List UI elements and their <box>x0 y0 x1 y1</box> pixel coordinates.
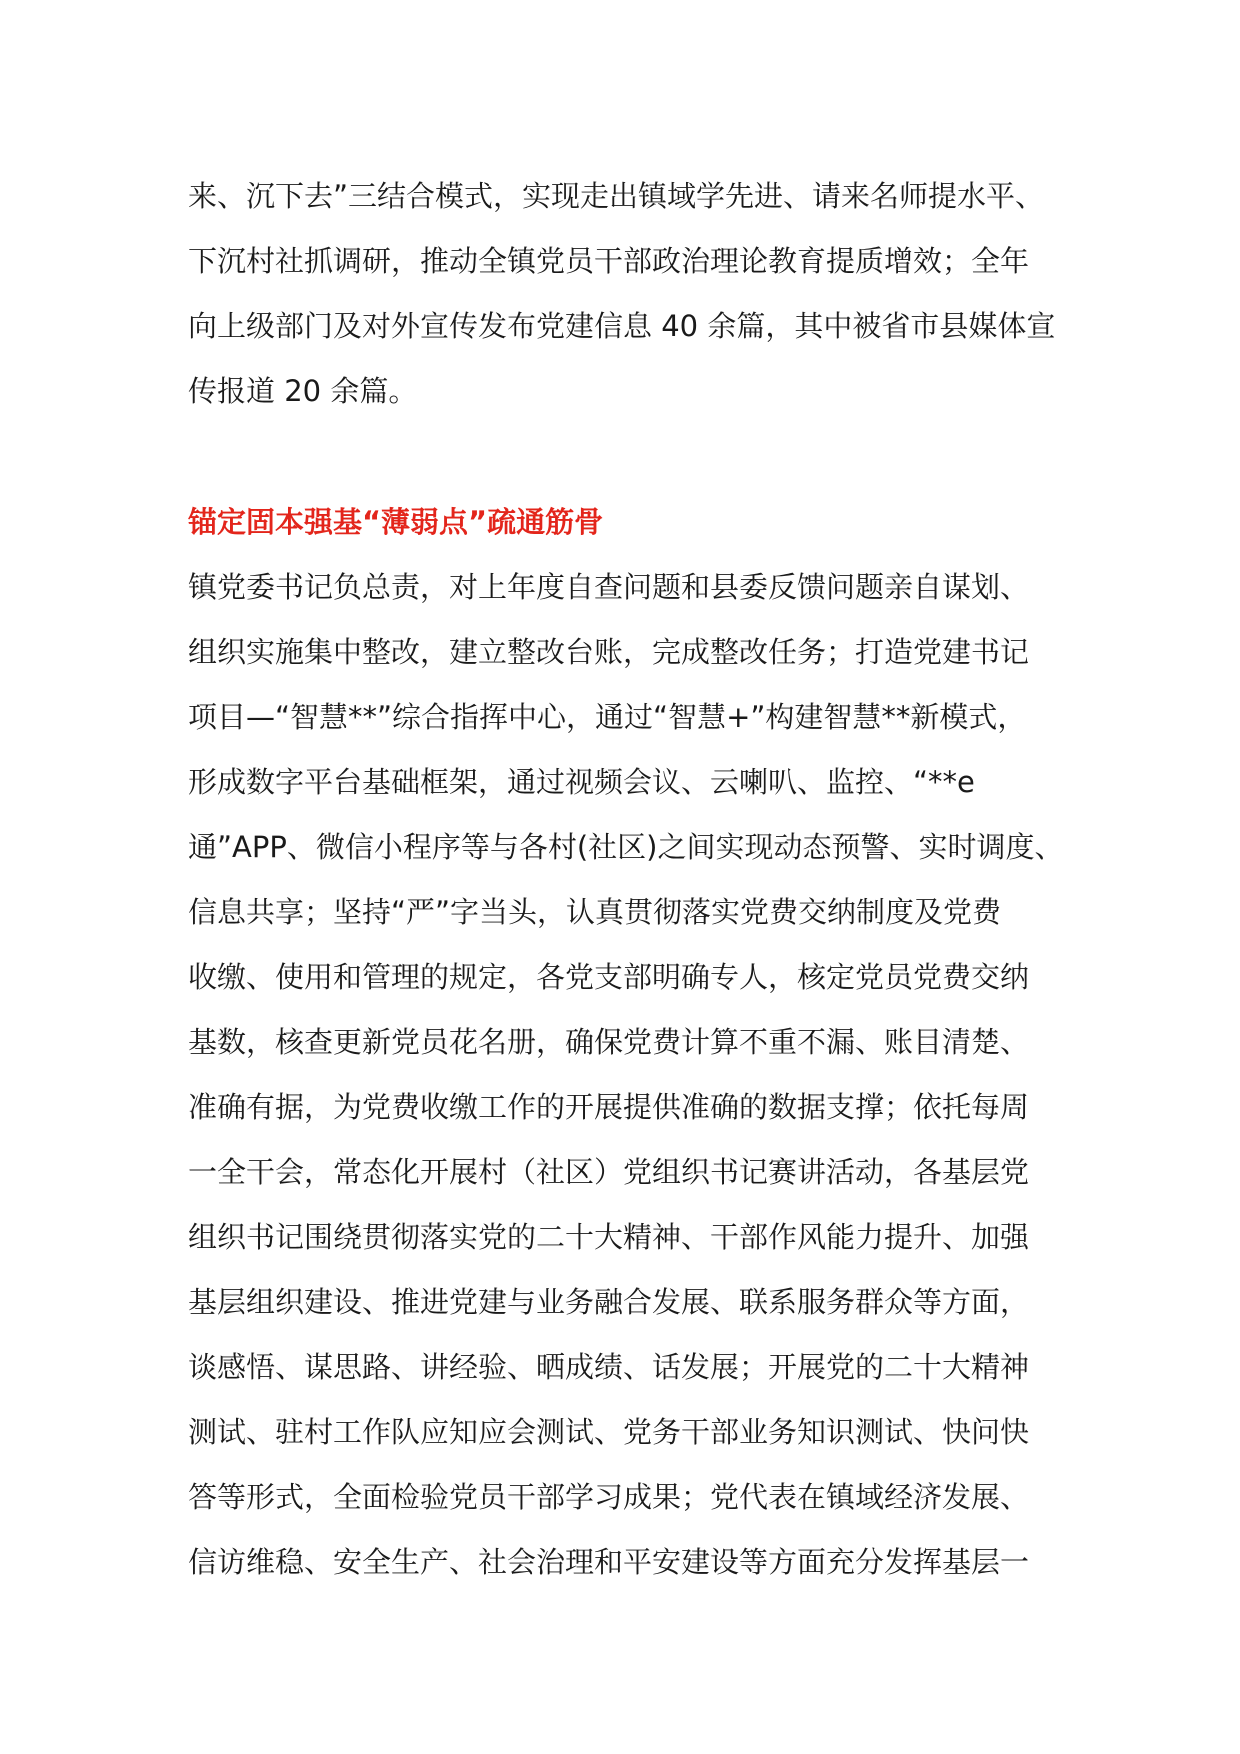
paragraph-line: 准确有据，为党费收缴工作的开展提供准确的数据支撑；依托每周 <box>188 1090 1030 1124</box>
paragraph-line: 组织实施集中整改，建立整改台账，完成整改任务；打造党建书记 <box>188 635 1030 669</box>
paragraph-line: 基层组织建设、推进党建与业务融合发展、联系服务群众等方面， <box>188 1285 1030 1319</box>
paragraph-line: 传报道 20 余篇。 <box>188 374 418 408</box>
paragraph-line: 来、沉下去”三结合模式，实现走出镇域学先进、请来名师提水平、 <box>188 179 1045 213</box>
paragraph-line: 通”APP、微信小程序等与各村(社区)之间实现动态预警、实时调度、 <box>188 830 1064 864</box>
paragraph-line: 下沉村社抓调研，推动全镇党员干部政治理论教育提质增效；全年 <box>188 244 1030 278</box>
paragraph-line: 基数，核查更新党员花名册，确保党费计算不重不漏、账目清楚、 <box>188 1025 1030 1059</box>
paragraph-top <box>188 164 1108 424</box>
paragraph-line: 项目—“智慧**”综合指挥中心，通过“智慧+”构建智慧**新模式， <box>188 700 1027 734</box>
paragraph-line: 答等形式，全面检验党员干部学习成果；党代表在镇域经济发展、 <box>188 1480 1030 1514</box>
paragraph-line: 测试、驻村工作队应知应会测试、党务干部业务知识测试、快问快 <box>188 1415 1030 1449</box>
paragraph-line: 收缴、使用和管理的规定，各党支部明确专人，核定党员党费交纳 <box>188 960 1030 994</box>
section-heading: 锚定固本强基“薄弱点”疏通筋骨 <box>188 505 604 539</box>
paragraph-line: 向上级部门及对外宣传发布党建信息 40 余篇，其中被省市县媒体宣 <box>188 309 1056 343</box>
paragraph-line: 信访维稳、安全生产、社会治理和平安建设等方面充分发挥基层一 <box>188 1545 1030 1579</box>
section-block <box>188 490 1108 1595</box>
paragraph-line: 组织书记围绕贯彻落实党的二十大精神、干部作风能力提升、加强 <box>188 1220 1030 1254</box>
paragraph-line: 信息共享；坚持“严”字当头，认真贯彻落实党费交纳制度及党费 <box>188 895 1002 929</box>
paragraph-line: 谈感悟、谋思路、讲经验、晒成绩、话发展；开展党的二十大精神 <box>188 1350 1030 1384</box>
paragraph-line: 镇党委书记负总责，对上年度自查问题和县委反馈问题亲自谋划、 <box>188 570 1030 604</box>
paragraph-line: 形成数字平台基础框架，通过视频会议、云喇叭、监控、“**e <box>188 765 975 799</box>
paragraph-line: 一全干会，常态化开展村（社区）党组织书记赛讲活动，各基层党 <box>188 1155 1030 1189</box>
